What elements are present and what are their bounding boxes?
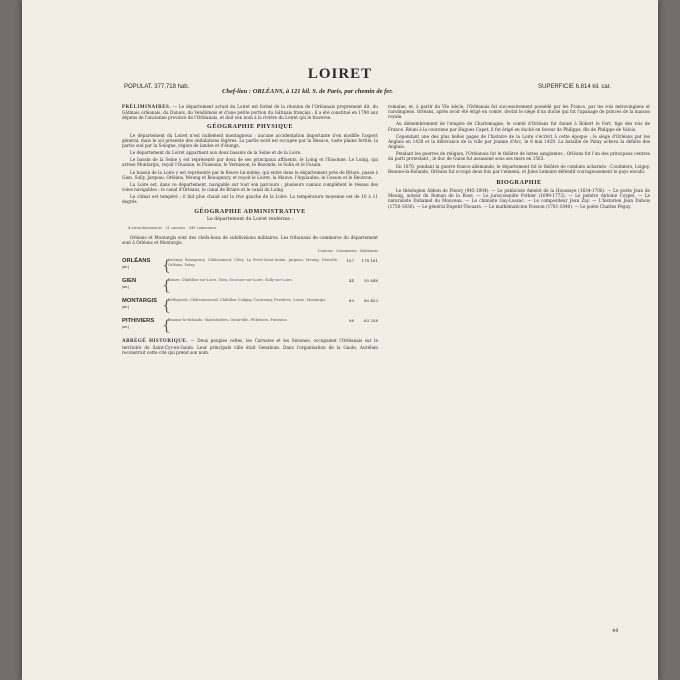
communes-count: 89 xyxy=(348,298,354,304)
table-row xyxy=(122,258,378,274)
history-paragraph: Cependant une des plus belles pages de l'histoire de la Loire s'écrivit à cette époque : le siège d'Orléans par les Anglais en 1428 et la délivrance de la ville par Jeanne d'Arc, le 8 mai 1429. La bataille de Patay acheva la défaite des Anglais. xyxy=(388,133,650,150)
admin-intro: Le département du Loiret renferme : xyxy=(206,216,294,222)
arrondissement-sub: (arr.) xyxy=(122,305,130,310)
cantons-list: Beaune-la-Rolande, Malesherbes, Outarville, Pithiviers, Puiseaux. xyxy=(168,318,288,323)
cantons-list: Artenay, Beaugency, Châteauneuf, Cléry, La Ferté-Saint-Aubin, Jargeau, Meung, Neuville, Orléans, Patay. xyxy=(168,258,338,267)
table-row xyxy=(122,298,378,314)
cantons-list: Briare, Châtillon-sur-Loire, Gien, Ouzouer-sur-Loire, Sully-sur-Loire. xyxy=(168,278,293,283)
arrondissement-name: MONTARGIS xyxy=(122,298,157,305)
abrege-historique-heading: ABRÉGÉ HISTORIQUE. xyxy=(122,339,188,345)
chef-lieu-subtitle: Chef-lieu : ORLÉANS, à 121 kil. S. de Paris, par chemin de fer. xyxy=(222,88,393,95)
history-paragraph: Au démembrement de l'empire de Charlemagne, le comté d'Orléans fut donné à Robert le Fort, tige des rois de France. Réuni à la couronne par Hugues Capet, il fut érigé en duché en faveur de Philippe, fils de Philippe de Valois. xyxy=(388,121,650,132)
arrondissements-table xyxy=(122,249,378,334)
history-paragraph: romaine, et, à partir du VIe siècle, l'Orléanais fut successivement possédé par les Francs, par les rois mérovingiens et carolingiens. Orléans, après avoir été érigé en comté, devint le siège d'un duché qui fut l'apanage de princes de la maison royale. xyxy=(388,104,650,120)
communes-count: 98 xyxy=(348,318,354,324)
biographie-text: Le théologien Abbon de Fleury (945-1004). — Le publiciste Amelot de la Houssaye (1634-1706). — Le poète Jean de Meung, auteur du Roman de la Rose. — Le jurisconsulte Pothier (1699-1772). — Le peintre Antoine Coypel. — Le naturaliste Duhamel du Monceau. — Le chimiste Gay-Lussac. — Le compositeur Jean Zay. — L'historien Jean Dubois (1750-1836). — Le général Dupetit-Thouars. — Le mathématicien Poisson (1781-1840). — Le poète Charles Péguy. xyxy=(388,188,650,209)
table-row xyxy=(122,278,378,294)
arrondissement-sub: (arr.) xyxy=(122,285,130,290)
geo-paragraph: Le département du Loiret appartient aux deux bassins de la Seine et de la Loire. xyxy=(130,150,302,156)
brace-icon: { xyxy=(162,258,171,275)
document-page xyxy=(22,0,658,680)
cantons-list: Bellegarde, Châteaurenard, Châtillon-Coligny, Courtenay, Ferrières, Lorris, Montargis. xyxy=(168,298,327,303)
population-count: 80 453 xyxy=(364,298,378,304)
superficie-label: SUPERFICIE 6.814 kil. car. xyxy=(538,84,612,90)
table-header: Cantons · Communes · Habitants xyxy=(317,249,378,254)
population-label: POPULAT. 377,718 hab. xyxy=(124,84,190,90)
history-paragraph: Pendant les guerres de religion, l'Orléanais fut le théâtre de luttes sanglantes ; Orléans fut l'un des principaux centres du parti protestant ; le duc de Guise fut assassiné sous ses murs en 1563. xyxy=(388,151,650,162)
arrondissement-name: PITHIVIERS xyxy=(122,318,155,325)
history-paragraph: En 1870, pendant la guerre franco-allemande, le département fut le théâtre de combats acharnés : Coulmiers, Loigny, Beaune-la-Rolande, Orléans fut occupé deux fois par l'ennemi, et Jules Lemaire défendit courageusement le pays envahi. xyxy=(388,163,650,174)
geo-paragraph: Le bassin de la Seine y est représenté par deux de ses principaux affluents, le Loing et l'Essonne. Le Loing, qui arrose Montargis, reçoit l'Ouanne, le Puiseaux, le Vernisson, le Bezonde, le Solin et le Fusain. xyxy=(122,157,378,168)
brace-icon: { xyxy=(162,278,171,295)
arrondissement-name: GIEN xyxy=(122,278,137,285)
geo-paragraph: Le climat est tempéré ; il fait plus chaud sur la rive gauche de la Loire. La température moyenne est de 10 à 11 degrés. xyxy=(122,194,378,205)
arrondissement-sub: (arr.) xyxy=(122,325,130,330)
left-column xyxy=(122,104,378,357)
biographie-heading: BIOGRAPHIE xyxy=(496,178,542,186)
right-column xyxy=(388,104,650,211)
page-title: LOIRET xyxy=(307,66,373,82)
abrege-historique-text: — Deux peuples celtes, les Carnutes et les Senones, occupaient l'Orléanais sur le territoire de Saint-Cyr-en-Gaule. Leur principale ville était Genabum. Dans l'organisation de la Gaule, Aurélien reconstruit cette cité qui prend son nom. xyxy=(122,338,378,355)
population-count: 178 161 xyxy=(361,258,378,264)
page-number: 44 xyxy=(612,628,619,634)
geographie-administrative-heading: GÉOGRAPHIE ADMINISTRATIVE xyxy=(194,207,306,215)
admin-note: Orléans et Montargis sont des chefs-lieux de subdivisions militaires. Les tribunaux de commerce du département sont à Orléans et Montargis. xyxy=(122,234,378,246)
geo-paragraph: La Loire est, dans ce département, navigable sur tout son parcours ; plusieurs canaux complètent le réseau des voies navigables : le canal d'Orléans, le canal de Briare et le canal du Loing. xyxy=(122,181,378,193)
brace-icon: { xyxy=(162,318,171,335)
preliminaires-text: — Le département actuel du Loiret est formé de la réunion de l'Orléanais proprement dit, du Gâtinais orléanais, du Dunois, du Vendômois et d'une petite portion du Gâtinais français ; il a été constitué en 1790 aux dépens de l'ancienne province de l'Orléanais, et doit son nom à la rivière du Loiret qui le traverse. xyxy=(122,104,378,121)
geo-paragraph: Le bassin de la Loire y est représenté par le fleuve lui-même, qui entre dans le département près de Briare, passe à Gien, Sully, Jargeau, Orléans, Meung et Beaugency, et reçoit le Loiret, la Mauve, l'Aquiaulne, le Cosson et le Beuvron. xyxy=(122,169,378,180)
admin-grid: 4 arrondissements · 31 cantons · 349 communes xyxy=(128,225,217,230)
population-count: 55 846 xyxy=(364,278,378,284)
geo-paragraph: Le département du Loiret n'est nullement montagneux ; aucune accidentation importante n'en modifie l'aspect général, mais le sol présente des ondulations légères. La partie nord est occupée par la Beauce, vaste plaine fertile, la partie sud par la Sologne, région de landes et d'étangs. xyxy=(122,132,378,148)
brace-icon: { xyxy=(162,298,171,315)
communes-count: 107 xyxy=(346,258,354,264)
population-count: 63 258 xyxy=(364,318,378,324)
arrondissement-sub: (arr.) xyxy=(122,265,130,270)
communes-count: 44 xyxy=(348,278,354,284)
table-row xyxy=(122,318,378,334)
geographie-physique-heading: GÉOGRAPHIE PHYSIQUE xyxy=(207,123,293,131)
arrondissement-name: ORLÉANS xyxy=(122,258,151,265)
preliminaires-heading: PRÉLIMINAIRES. xyxy=(122,105,172,110)
